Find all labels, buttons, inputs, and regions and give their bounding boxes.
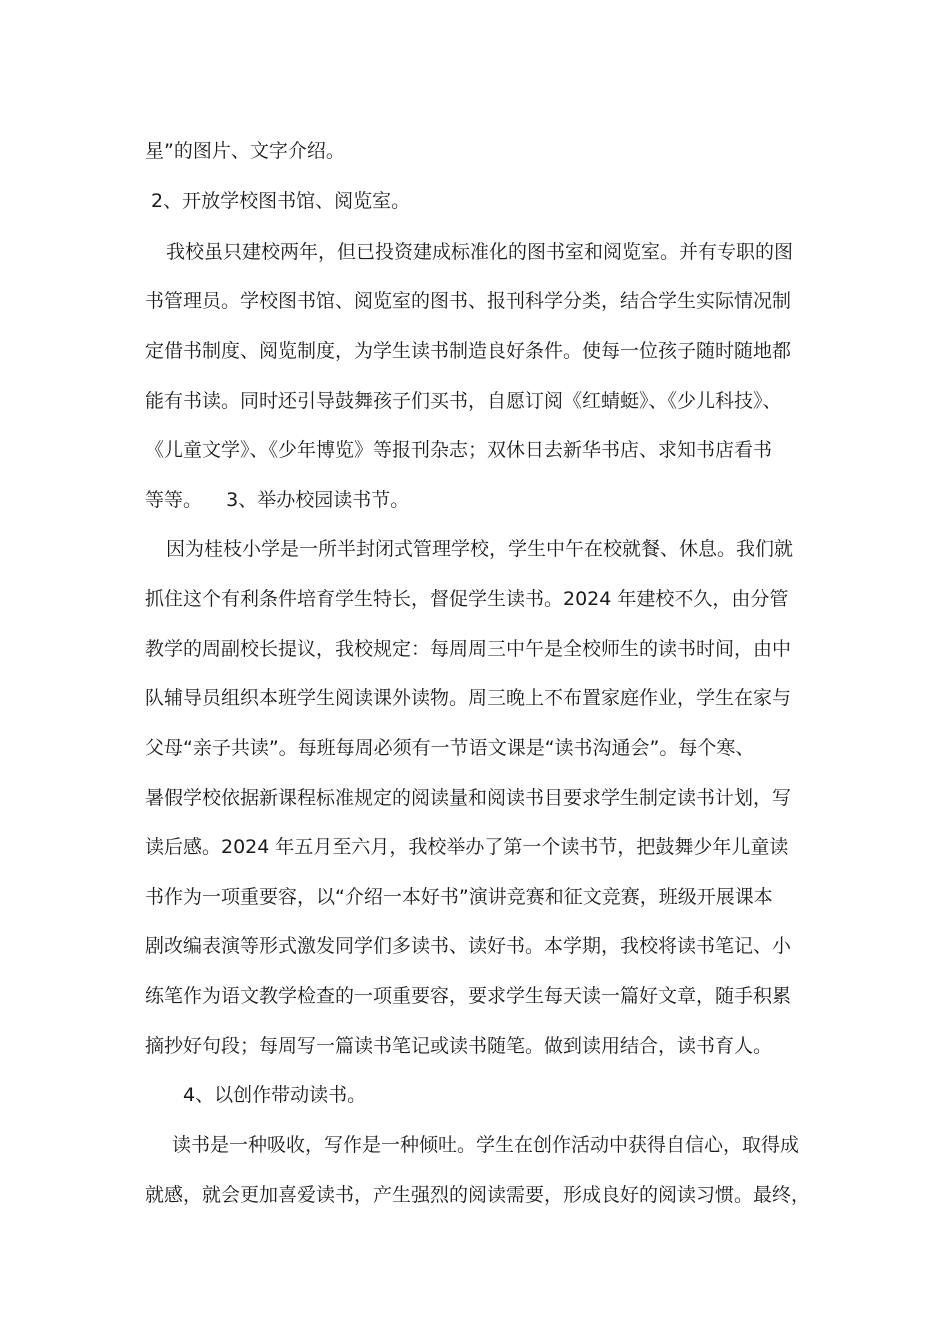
paragraph-line: 读后感。2024 年五月至六月，我校举办了第一个读书节，把鼓舞少年儿童读 — [145, 836, 789, 858]
paragraph-line: 剧改编表演等形式激发同学们多读书、读好书。本学期，我校将读书笔记、小 — [145, 935, 792, 957]
paragraph-line: 等等。 3、举办校园读书节。 — [145, 489, 410, 511]
paragraph-line: 书作为一项重要容，以“介绍一本好书”演讲竞赛和征文竞赛，班级开展课本 — [145, 886, 773, 908]
paragraph-line: 练笔作为语文教学检查的一项重要容，要求学生每天读一篇好文章，随手积累 — [145, 985, 792, 1007]
paragraph-line: 就感，就会更加喜爱读书，产生强烈的阅读需要，形成良好的阅读习惯。最终， — [145, 1184, 811, 1206]
paragraph-line: 摘抄好句段；每周写一篇读书笔记或读书随笔。做到读用结合，读书育人。 — [145, 1035, 773, 1057]
paragraph-line: 书管理员。学校图书馆、阅览室的图书、报刊科学分类，结合学生实际情况制 — [145, 290, 792, 312]
paragraph-line: 暑假学校依据新课程标准规定的阅读量和阅读书目要求学生制定读书计划，写 — [145, 787, 792, 809]
section-heading: 2、开放学校图书馆、阅览室。 — [151, 190, 411, 212]
paragraph-line: 《儿童文学》、《少年博览》等报刊杂志；双休日去新华书店、求知书店看书 — [145, 439, 773, 461]
paragraph-line: 队辅导员组织本班学生阅读课外读物。周三晚上不布置家庭作业，学生在家与 — [145, 687, 792, 709]
paragraph-line: 父母“亲子共读”。每班每周必须有一节语文课是“读书沟通会”。每个寒、 — [145, 737, 755, 759]
paragraph-line: 因为桂枝小学是一所半封闭式管理学校，学生中午在校就餐、休息。我们就 — [166, 538, 794, 560]
paragraph-line: 我校虽只建校两年，但已投资建成标准化的图书室和阅览室。并有专职的图 — [166, 241, 794, 263]
section-heading: 4、以创作带动读书。 — [183, 1084, 367, 1106]
paragraph-line: 读书是一种吸收，写作是一种倾吐。学生在创作活动中获得自信心，取得成 — [172, 1134, 800, 1156]
paragraph-line: 定借书制度、阅览制度，为学生读书制造良好条件。使每一位孩子随时随地都 — [145, 340, 792, 362]
paragraph-line: 能有书读。同时还引导鼓舞孩子们买书，自愿订阅《红蜻蜓》、《少儿科技》、 — [145, 390, 782, 412]
paragraph-line: 教学的周副校长提议，我校规定：每周周三中午是全校师生的读书时间，由中 — [145, 638, 792, 660]
text-line: 星”的图片、文字介绍。 — [145, 140, 345, 162]
paragraph-line: 抓住这个有利条件培育学生特长，督促学生读书。2024 年建校不久，由分管 — [145, 588, 789, 610]
